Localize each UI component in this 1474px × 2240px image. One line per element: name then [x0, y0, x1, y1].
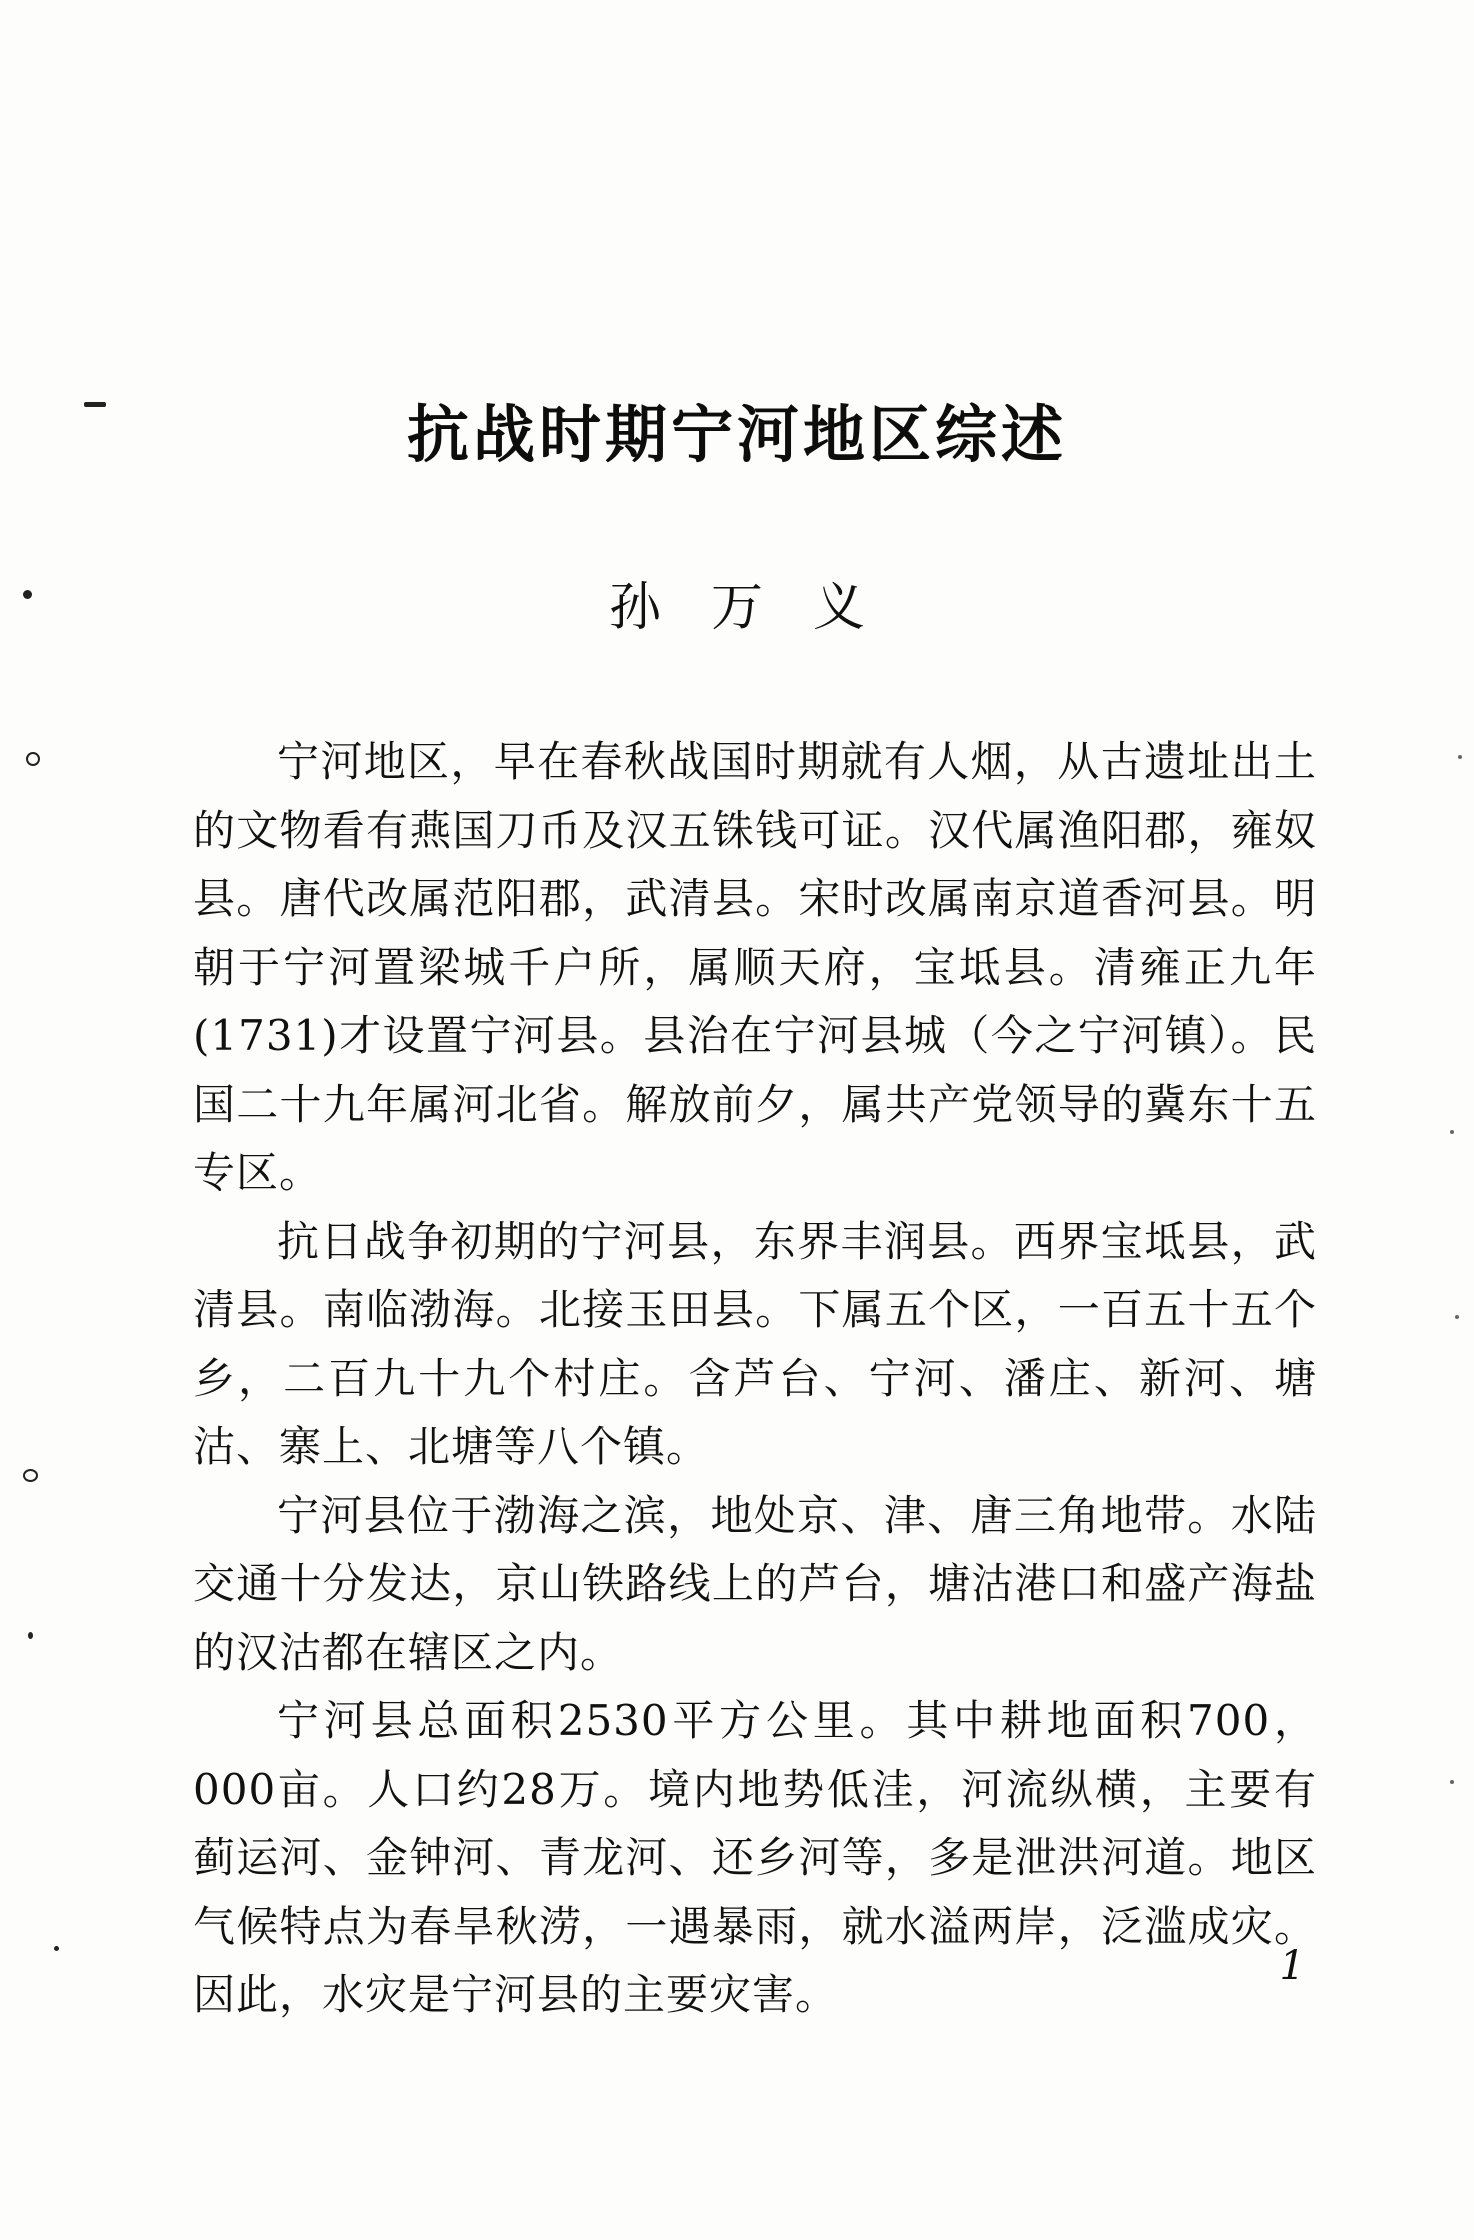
scan-speck	[1450, 1130, 1454, 1134]
paragraph-geography: 宁河县总面积2530平方公里。其中耕地面积700，000亩。人口约28万。境内地势低洼，河流纵横，主要有蓟运河、金钟河、青龙河、还乡河等，多是泄洪河道。地区气候特点为春旱秋涝，一遇暴雨，就水溢两岸，泛滥成灾。因此，水灾是宁河县的主要灾害。	[193, 1696, 1317, 2019]
paragraph-location: 宁河县位于渤海之滨，地处京、津、唐三角地带。水陆交通十分发达，京山铁路线上的芦台，塘沽港口和盛产海盐的汉沽都在辖区之内。	[193, 1490, 1317, 1677]
author-name: 孙万义	[608, 578, 915, 638]
scan-mark	[54, 1946, 59, 1951]
paragraph-boundaries: 抗日战争初期的宁河县，东界丰润县。西界宝坻县，武清县。南临渤海。北接玉田县。下属五个区，一百五十五个乡，二百九十九个村庄。含芦台、宁河、潘庄、新河、塘沽、寨上、北塘等八个镇。	[193, 1216, 1317, 1471]
page-number: 1	[1279, 1943, 1305, 1989]
document-title: 抗战时期宁河地区综述	[406, 398, 1067, 471]
scan-mark	[23, 1469, 38, 1482]
body-text	[193, 728, 1317, 2030]
scan-mark	[26, 752, 40, 766]
scan-speck	[1450, 1780, 1454, 1784]
paragraph-history: 宁河地区，早在春秋战国时期就有人烟，从古遗址出土的文物看有燕国刀币及汉五铢钱可证。汉代属渔阳郡，雍奴县。唐代改属范阳郡，武清县。宋时改属南京道香河县。明朝于宁河置梁城千户所，属顺天府，宝坻县。清雍正九年(1731)才设置宁河县。县治在宁河县城（今之宁河镇）。民国二十九年属河北省。解放前夕，属共产党领导的冀东十五专区。	[193, 737, 1317, 1197]
scan-mark	[84, 402, 106, 407]
scan-speck	[1455, 1315, 1459, 1319]
scan-mark	[23, 590, 32, 599]
scan-mark	[28, 1632, 33, 1639]
scan-speck	[1458, 755, 1462, 759]
